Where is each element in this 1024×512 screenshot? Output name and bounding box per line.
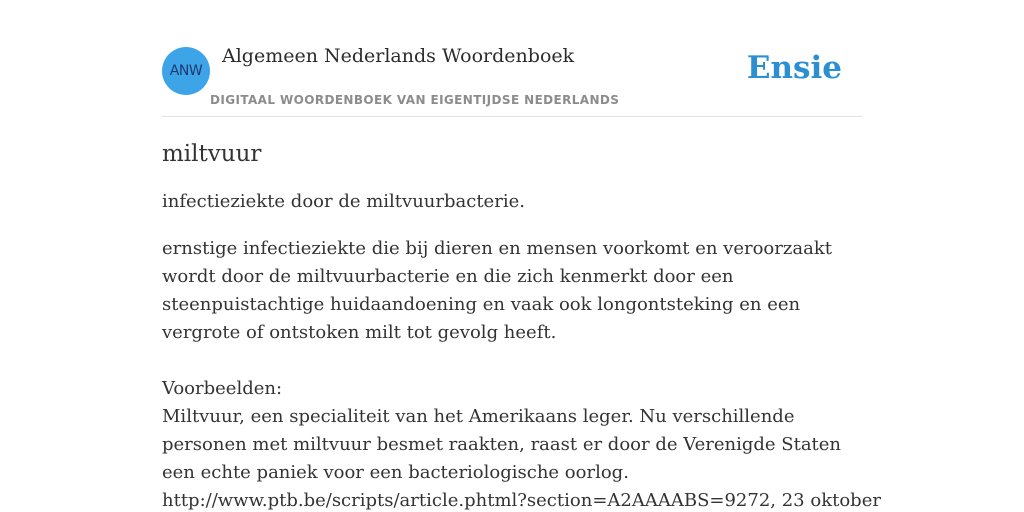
short-definition: infectieziekte door de miltvuurbacterie. [162,191,525,212]
anw-logo[interactable] [162,47,210,95]
ensie-brand-logo[interactable]: Ensie [746,50,842,86]
examples-label: Voorbeelden: [162,378,283,399]
header [162,40,862,117]
site-title[interactable]: Algemeen Nederlands Woordenboek [222,45,575,67]
long-definition: ernstige infectieziekte die bij dieren en mensen voorkomt en veroorzaakt wordt door de miltvuurbacterie en die zich kenmerkt door een steenpuistachtige huidaandoening en vaak ook longontsteking en een vergrote of ontstoken milt tot gevolg heeft. [162,238,832,343]
example-text: Miltvuur, een specialiteit van het Amerikaans leger. Nu verschillende personen met miltvuur besmet raakten, raast er door de Verenigde Staten een echte paniek voor een bacteriologische oorlog. [162,406,842,483]
site-subtitle: DIGITAAL WOORDENBOEK VAN EIGENTIJDSE NEDERLANDS [210,93,620,107]
entry-content [162,138,881,512]
entry-headword: miltvuur [162,141,262,167]
logo-text: ANW [169,63,203,79]
example-source-link[interactable]: http://www.ptb.be/scripts/article.phtml?section=A2AAAABS=9272, 23 oktober [162,490,881,511]
